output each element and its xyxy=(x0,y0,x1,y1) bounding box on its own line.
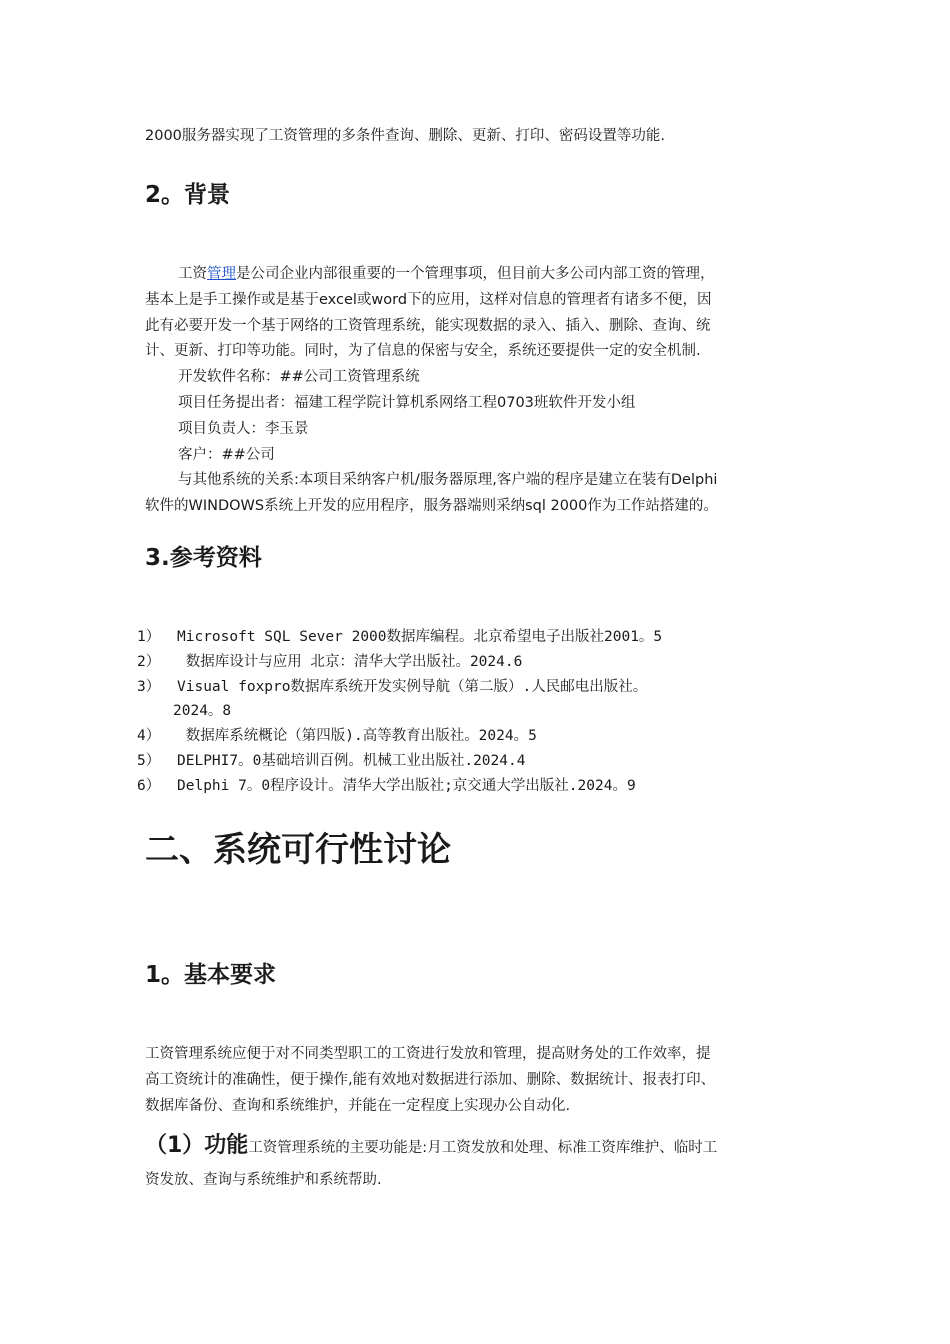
reference-number: 5） xyxy=(137,752,161,769)
reference-list xyxy=(137,625,837,799)
heading-basic-requirements: 1。基本要求 xyxy=(145,962,277,988)
client: 客户：##公司 xyxy=(178,446,275,463)
function-line xyxy=(145,1128,717,1159)
reference-number: 4） xyxy=(137,728,161,745)
reference-text: Delphi 7。0程序设计。清华大学出版社;京交通大学出版社.2024。9 xyxy=(177,777,636,794)
intro-line: 2000服务器实现了工资管理的多条件查询、删除、更新、打印、密码设置等功能. xyxy=(145,128,666,144)
reference-item xyxy=(137,675,837,700)
reference-item xyxy=(137,650,837,675)
reference-number: 1） xyxy=(137,629,161,645)
reference-number: 6） xyxy=(137,777,161,794)
reference-text: 数据库设计与应用 北京：清华大学出版社。2024.6 xyxy=(177,653,523,670)
background-paragraph xyxy=(145,262,815,520)
reference-continuation: 2024。8 xyxy=(173,703,232,720)
background-line-1 xyxy=(145,262,815,288)
task-proposer: 项目任务提出者：福建工程学院计算机系网络工程0703班软件开发小组 xyxy=(178,394,636,411)
reference-item xyxy=(137,625,837,650)
reference-text: Microsoft SQL Sever 2000数据库编程。北京希望电子出版社2001。5 xyxy=(177,629,663,645)
project-leader: 项目负责人：李玉景 xyxy=(178,420,309,437)
basic-line-2: 高工资统计的准确性，便于操作,能有效地对数据进行添加、删除、数据统计、报表打印、 xyxy=(145,1071,716,1088)
reference-number: 3） xyxy=(137,678,161,695)
basic-line-3: 数据库备份、查询和系统维护，并能在一定程度上实现办公自动化. xyxy=(145,1097,571,1114)
chapter-heading-feasibility: 二、系统可行性讨论 xyxy=(145,830,451,870)
background-prefix: 工资 xyxy=(178,266,207,282)
background-line-3: 此有必要开发一个基于网络的工资管理系统，能实现数据的录入、插入、删除、查询、统 xyxy=(145,317,711,334)
background-line-1-rest: 是公司企业内部很重要的一个管理事项，但目前大多公司内部工资的管理， xyxy=(236,266,715,282)
reference-item xyxy=(137,724,837,749)
reference-text: 数据库系统概论（第四版).高等教育出版社。2024。5 xyxy=(177,728,537,745)
reference-item xyxy=(137,774,837,799)
function-line-1: 工资管理系统的主要功能是:月工资发放和处理、标准工资库维护、临时工 xyxy=(248,1140,718,1156)
reference-text: Visual foxpro数据库系统开发实例导航（第二版）.人民邮电出版社。 xyxy=(177,678,648,695)
heading-background: 2。背景 xyxy=(145,182,231,208)
relation-line-2: 软件的WINDOWS系统上开发的应用程序，服务器端则采纳sql 2000作为工作站搭建的。 xyxy=(145,498,718,515)
function-line-2: 资发放、查询与系统维护和系统帮助. xyxy=(145,1172,382,1188)
heading-references: 3.参考资料 xyxy=(145,545,262,571)
background-line-2: 基本上是手工操作或是基于excel或word下的应用，这样对信息的管理者有诸多不便，因 xyxy=(145,291,712,308)
basic-requirements-paragraph xyxy=(145,1042,815,1119)
relation-line-1: 与其他系统的关系:本项目采纳客户机/服务器原理,客户端的程序是建立在装有Delphi xyxy=(178,472,718,489)
reference-item xyxy=(137,749,837,774)
function-heading: （1）功能 xyxy=(145,1133,249,1158)
basic-line-1: 工资管理系统应便于对不同类型职工的工资进行发放和管理，提高财务处的工作效率，提 xyxy=(145,1046,711,1062)
reference-number: 2） xyxy=(137,653,161,670)
background-line-4: 计、更新、打印等功能。同时，为了信息的保密与安全，系统还要提供一定的安全机制. xyxy=(145,343,701,360)
management-link[interactable]: 管理 xyxy=(207,266,236,282)
reference-text: DELPHI7。0基础培训百例。机械工业出版社.2024.4 xyxy=(177,752,526,769)
software-name: 开发软件名称：##公司工资管理系统 xyxy=(178,369,420,386)
